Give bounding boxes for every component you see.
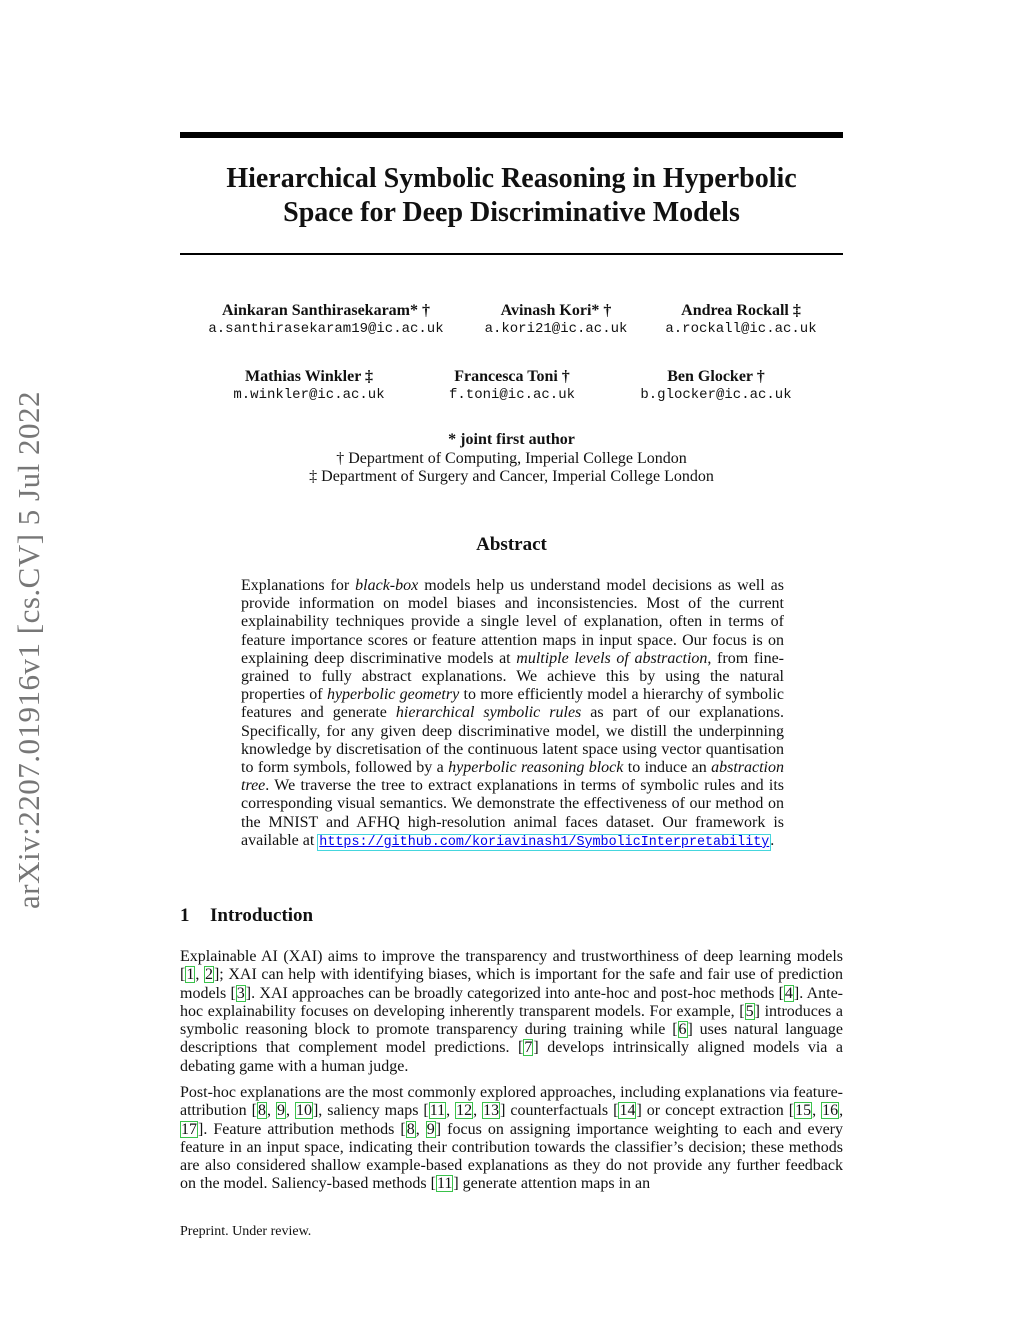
citation-link[interactable]: 8 [406,1120,415,1138]
section-number: 1 [180,905,190,926]
citation-link[interactable]: 6 [678,1021,687,1039]
citation-link[interactable]: 4 [784,984,793,1002]
citation-link[interactable]: 9 [276,1102,285,1120]
author-email: b.glocker@ic.ac.uk [640,387,792,403]
author-email: a.rockall@ic.ac.uk [665,321,817,337]
author-glocker [586,367,846,405]
author-name: Andrea Rockall ‡ [681,302,801,319]
author-email: a.kori21@ic.ac.uk [484,321,628,337]
author-name: Ben Glocker † [667,368,765,385]
citation-link[interactable]: 5 [745,1002,754,1020]
citation-link[interactable]: 1 [186,966,195,984]
abstract-body: Explanations for black-box models help us understand model decisions as well as provide information on model biases and inconsistencies. Most of the current explainability techniques provide a single level of explanation, often in terms of feature importance scores or feature attention maps in input space. Our focus is on explaining deep discriminative models at multiple levels of abstraction, from fine-grained to fully abstract explanations. We achieve this by using the natural properties of hyperbolic geometry to more efficiently model a hierarchy of symbolic features and generate hierarchical symbolic rules as part of our explanations. Specifically, for any given deep discriminative model, we distill the underpinning knowledge by discretisation of the continuous latent space using vector quantisation to form symbols, followed by a hyperbolic reasoning block to induce an abstraction tree. We traverse the tree to extract explanations in terms of symbolic rules and its corresponding visual semantics. We demonstrate the effectiveness of our method on the MNIST and AFHQ high-resolution animal faces dataset. Our framework is available at https://github.com/koriavinash1/SymbolicInterpretability. [241,577,785,850]
joint-first-author-note: * joint first author [448,431,575,448]
citation-link[interactable]: 14 [619,1102,636,1120]
citation-link[interactable]: 11 [429,1102,446,1120]
title-line-2: Space for Deep Discriminative Models [283,197,740,228]
title-line-1: Hierarchical Symbolic Reasoning in Hyperbolic [226,163,797,194]
paper-title [180,162,843,230]
author-rockall [611,301,871,339]
citation-link[interactable]: 16 [822,1102,839,1120]
citation-link[interactable]: 11 [436,1175,453,1193]
citation-link[interactable]: 10 [295,1102,312,1120]
citation-link[interactable]: 7 [524,1039,533,1057]
title-rule-bottom [180,253,843,255]
affiliations [180,431,843,487]
author-name: Francesca Toni † [454,368,570,385]
affiliation-computing: † Department of Computing, Imperial College London [336,449,687,467]
citation-link[interactable]: 12 [456,1102,473,1120]
arxiv-stamp [9,372,49,928]
citation-link[interactable]: 8 [257,1102,266,1120]
affiliation-surgery: ‡ Department of Surgery and Cancer, Imperial College London [309,468,714,485]
author-email: f.toni@ic.ac.uk [448,387,576,403]
citation-link[interactable]: 13 [483,1102,500,1120]
citation-link[interactable]: 17 [181,1120,197,1138]
citation-link[interactable]: 2 [204,966,213,984]
arxiv-stamp-text: arXiv:2207.01916v1 [cs.CV] 5 Jul 2022 [11,391,46,909]
intro-paragraph-2: Post-hoc explanations are the most commonly explored approaches, including explanations via feature-attribution [8, 9, 10], saliency maps [11, 12, 13] counterfactuals [14] or concept extraction [15, 16, 17]. Feature attribution methods [8, 9] focus on assigning importance weighting to each and every feature in an input space, indicating their contribution towards the classifier’s decision; these methods are also considered shallow example-based explanations as they do not provide any further feedback on the model. Saliency-based methods [11] generate attention maps in an [180,1084,844,1193]
github-link[interactable]: https://github.com/koriavinash1/SymbolicInterpretability [319,834,770,850]
author-name: Ainkaran Santhirasekaram* † [221,302,431,319]
author-name: Mathias Winkler ‡ [244,368,374,385]
footer-note: Preprint. Under review. [180,1224,312,1239]
section-heading-introduction [180,905,313,927]
section-title: Introduction [210,905,314,926]
author-santhirasekaram [196,301,456,339]
author-email: m.winkler@ic.ac.uk [233,387,385,403]
citation-link[interactable]: 15 [795,1102,812,1120]
citation-link[interactable]: 3 [236,984,245,1002]
abstract-heading: Abstract [476,534,547,555]
author-name: Avinash Kori* † [500,302,612,319]
author-email: a.santhirasekaram19@ic.ac.uk [208,321,444,337]
citation-link[interactable]: 9 [426,1120,435,1138]
intro-paragraph-1: Explainable AI (XAI) aims to improve the transparency and trustworthiness of deep learning models [1, 2]; XAI can help with identifying biases, which is important for the safe and fair use of prediction models [3]. XAI approaches can be broadly categorized into ante-hoc and post-hoc methods [4]. Ante-hoc explainability focuses on developing inherently transparent models. For example, [5] introduces a symbolic reasoning block to promote transparency during training while [6] uses natural language descriptions that complement model predictions. [7] develops intrinsically aligned models via a debating game with a human judge. [180,948,844,1075]
title-rule-top [180,132,843,138]
